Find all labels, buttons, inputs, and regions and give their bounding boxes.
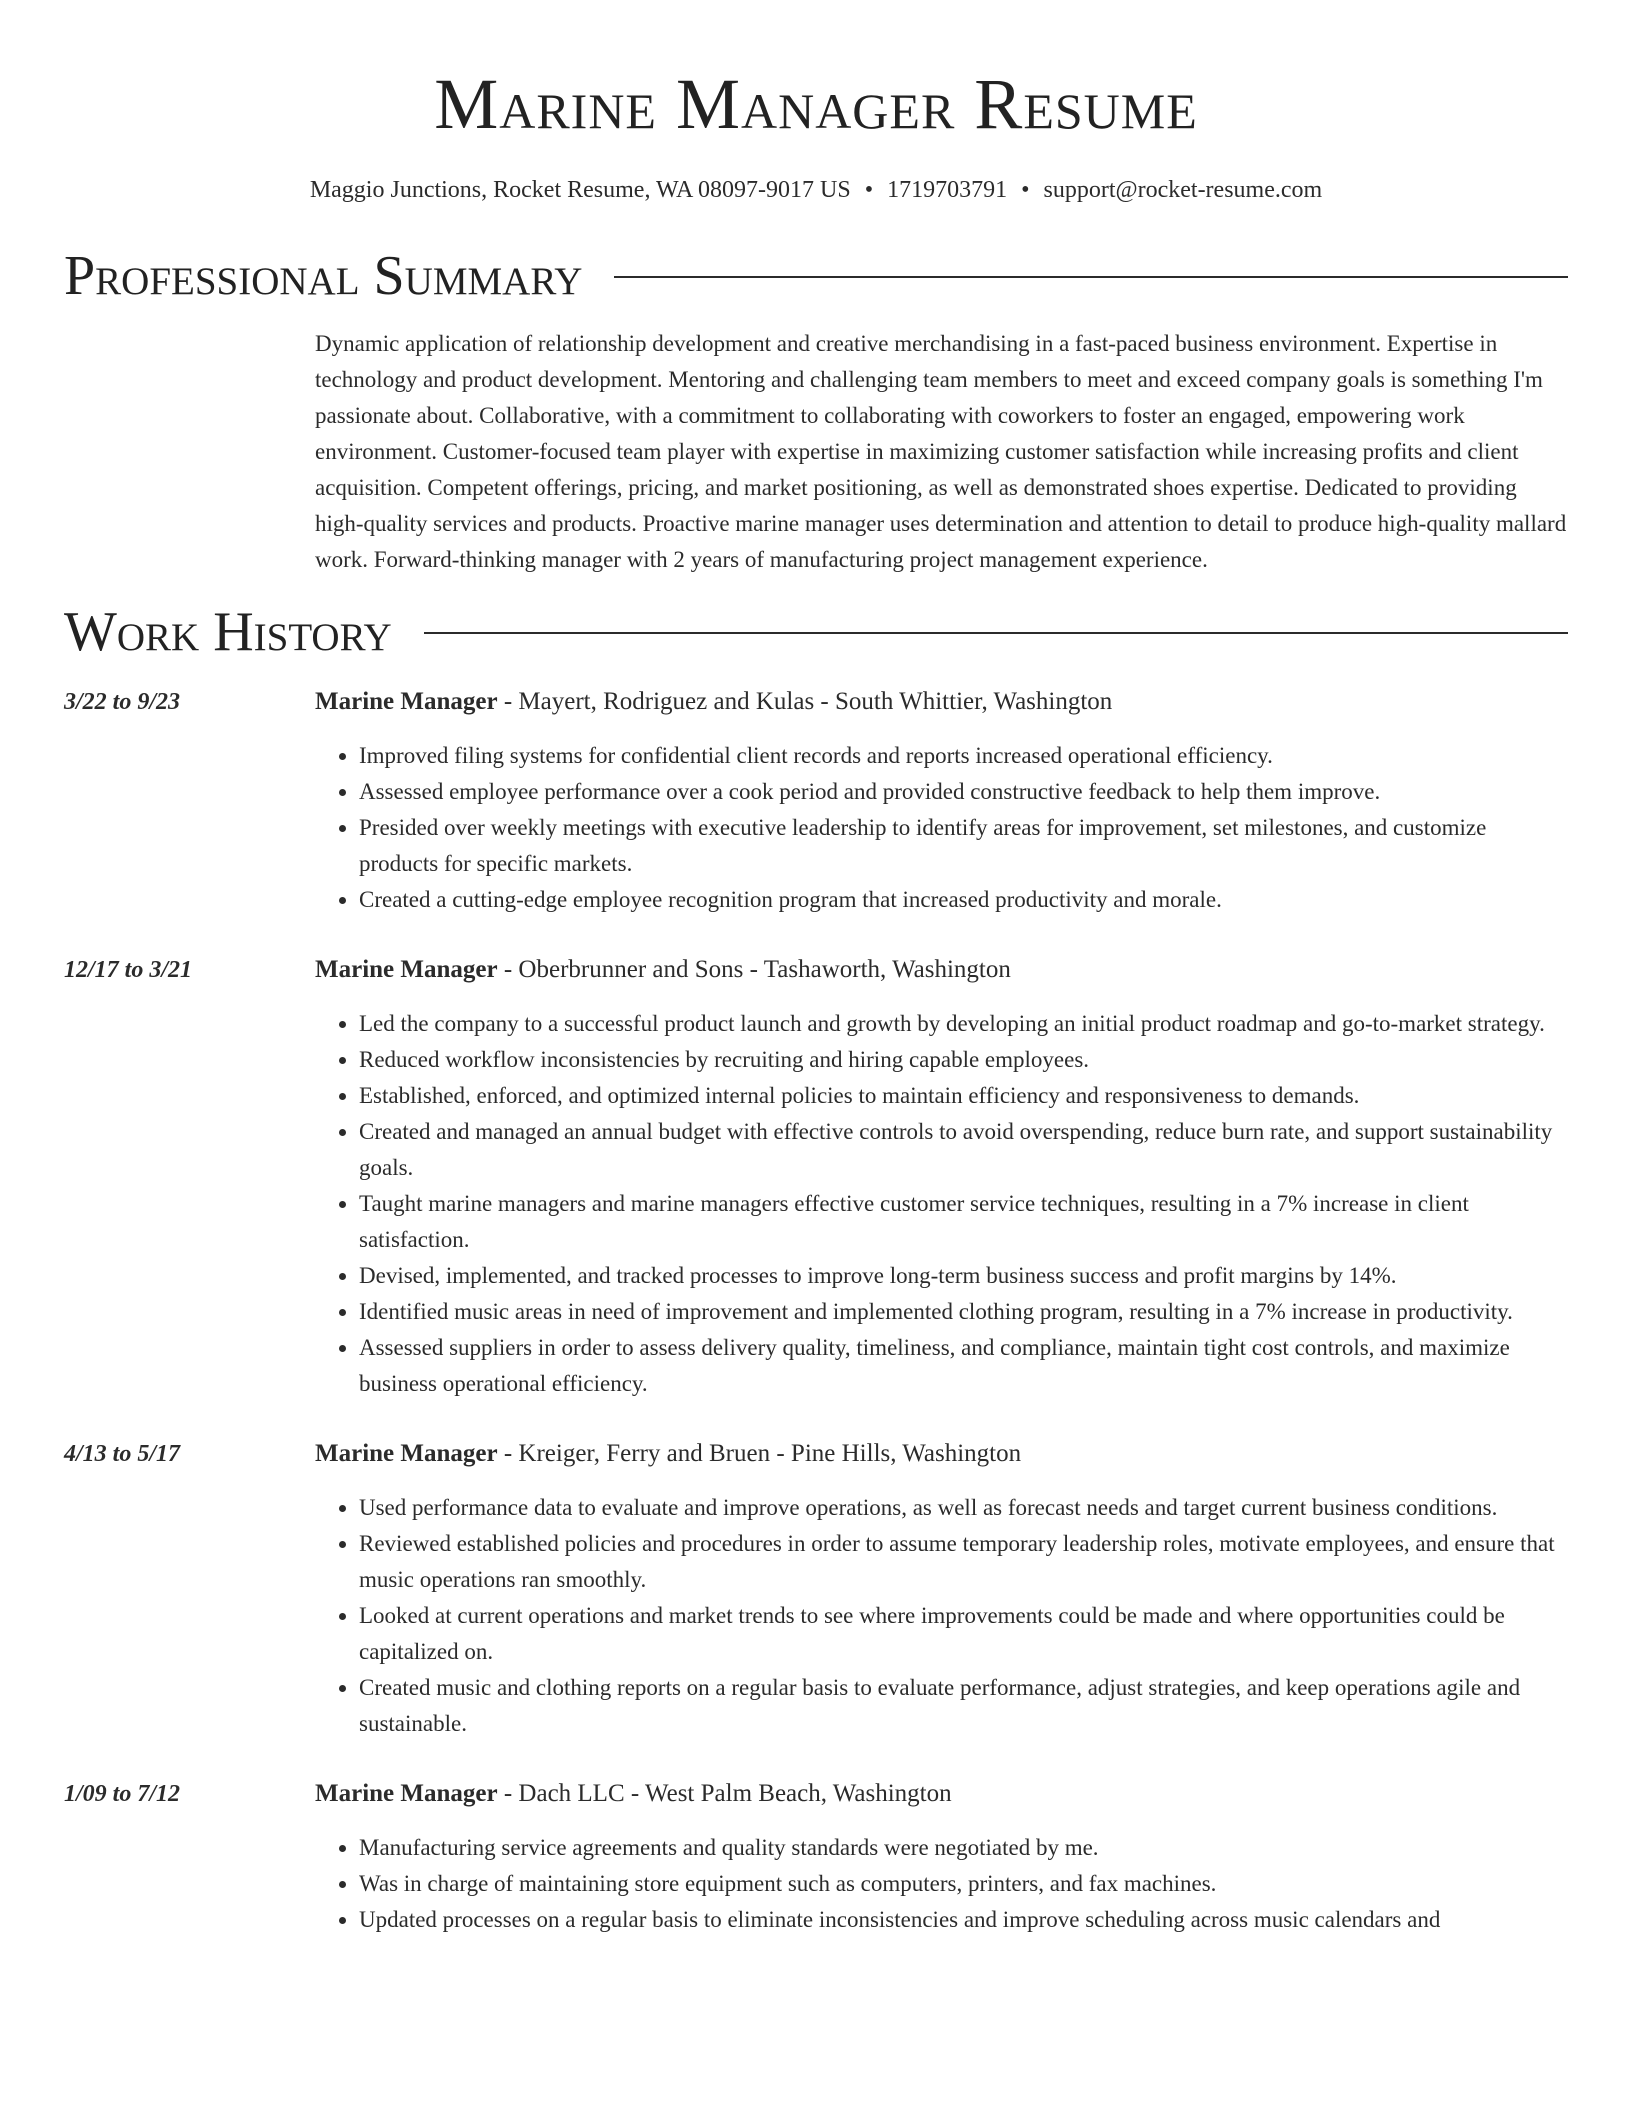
job-bullets bbox=[315, 1490, 1568, 1742]
job-bullet: • Improved filing systems for confidential client records and reports increased operational efficiency. bbox=[359, 738, 1568, 774]
job-company: - Kreiger, Ferry and Bruen - Pine Hills, Washington bbox=[497, 1440, 1022, 1467]
work-heading: Work History bbox=[64, 601, 392, 663]
job-dates: 12/17 to 3/21 bbox=[64, 957, 193, 983]
resume-page bbox=[64, 0, 1568, 1938]
job-entry bbox=[64, 1776, 1568, 1938]
job-bullets bbox=[315, 1830, 1568, 1938]
job-list bbox=[64, 684, 1568, 1938]
job-header bbox=[315, 1776, 1568, 1812]
separator-dot: • bbox=[864, 177, 874, 203]
job-bullet: • Led the company to a successful product launch and growth by developing an initial product roadmap and go-to-market strategy. bbox=[359, 1006, 1568, 1042]
job-company: - Oberbrunner and Sons - Tashaworth, Washington bbox=[497, 956, 1011, 983]
job-header bbox=[315, 952, 1568, 988]
job-body bbox=[315, 684, 1568, 918]
job-company: - Mayert, Rodriguez and Kulas - South Whittier, Washington bbox=[497, 688, 1113, 715]
summary-heading: Professional Summary bbox=[64, 245, 583, 307]
job-bullet: • Created and managed an annual budget with effective controls to avoid overspending, reduce burn rate, and support sustainability goals. bbox=[359, 1114, 1568, 1186]
job-role: Marine Manager bbox=[315, 1440, 498, 1467]
section-divider bbox=[424, 632, 1568, 634]
job-role: Marine Manager bbox=[315, 688, 498, 715]
contact-phone: 1719703791 bbox=[887, 177, 1008, 203]
job-bullet: • Devised, implemented, and tracked processes to improve long-term business success and profit margins by 14%. bbox=[359, 1258, 1568, 1294]
job-bullets bbox=[315, 738, 1568, 918]
job-bullets bbox=[315, 1006, 1568, 1402]
work-heading-row bbox=[64, 600, 1568, 664]
job-bullet: • Was in charge of maintaining store equipment such as computers, printers, and fax machines. bbox=[359, 1866, 1568, 1902]
job-header bbox=[315, 684, 1568, 720]
summary-text: Dynamic application of relationship development and creative merchandising in a fast-paced business environment. Expertise in technology and product development. Mentoring and challenging team members to meet and exceed company goals is something I'm passionate about. Collaborative, with a commitment to collaborating with coworkers to foster an engaged, empowering work environment. Customer-focused team player with expertise in maximizing customer satisfaction while increasing profits and client acquisition. Competent offerings, pricing, and market positioning, as well as demonstrated shoes expertise. Dedicated to providing high-quality services and products. Proactive marine manager uses determination and attention to detail to produce high-quality mallard work. Forward-thinking manager with 2 years of manufacturing project management experience. bbox=[315, 331, 1567, 572]
resume-title: Marine Manager Resume bbox=[434, 64, 1198, 144]
contact-address: Maggio Junctions, Rocket Resume, WA 08097-9017 US bbox=[309, 177, 851, 203]
separator-dot: • bbox=[1021, 177, 1030, 203]
job-bullet: • Reduced workflow inconsistencies by recruiting and hiring capable employees. bbox=[359, 1042, 1568, 1078]
job-role: Marine Manager bbox=[315, 1780, 498, 1807]
job-bullet: • Taught marine managers and marine managers effective customer service techniques, resulting in a 7% increase in client satisfaction. bbox=[359, 1186, 1568, 1258]
job-dates: 4/13 to 5/17 bbox=[64, 1441, 181, 1467]
job-bullet: • Created a cutting-edge employee recognition program that increased productivity and morale. bbox=[359, 882, 1568, 918]
summary-heading-row bbox=[64, 244, 1568, 308]
job-body bbox=[315, 952, 1568, 1402]
contact-line bbox=[64, 174, 1568, 206]
section-divider bbox=[614, 276, 1568, 278]
job-dates: 3/22 to 9/23 bbox=[64, 689, 181, 715]
job-dates: 1/09 to 7/12 bbox=[64, 1781, 181, 1807]
contact-email: support@rocket-resume.com bbox=[1043, 177, 1323, 203]
job-bullet: • Updated processes on a regular basis to eliminate inconsistencies and improve scheduling across music calendars and bbox=[359, 1902, 1568, 1938]
job-bullet: • Used performance data to evaluate and improve operations, as well as forecast needs and target current business conditions. bbox=[359, 1490, 1568, 1526]
job-company: - Dach LLC - West Palm Beach, Washington bbox=[497, 1780, 952, 1807]
job-entry bbox=[64, 1436, 1568, 1742]
job-bullet: • Established, enforced, and optimized internal policies to maintain efficiency and responsiveness to demands. bbox=[359, 1078, 1568, 1114]
job-role: Marine Manager bbox=[315, 956, 498, 983]
job-bullet: • Manufacturing service agreements and quality standards were negotiated by me. bbox=[359, 1830, 1568, 1866]
job-header bbox=[315, 1436, 1568, 1472]
job-bullet: • Identified music areas in need of improvement and implemented clothing program, resulting in a 7% increase in productivity. bbox=[359, 1294, 1568, 1330]
job-bullet: • Presided over weekly meetings with executive leadership to identify areas for improvement, set milestones, and customize products for specific markets. bbox=[359, 810, 1568, 882]
job-entry bbox=[64, 952, 1568, 1402]
job-body bbox=[315, 1436, 1568, 1742]
job-bullet: • Assessed employee performance over a cook period and provided constructive feedback to help them improve. bbox=[359, 774, 1568, 810]
job-bullet: • Assessed suppliers in order to assess delivery quality, timeliness, and compliance, maintain tight cost controls, and maximize business operational efficiency. bbox=[359, 1330, 1568, 1402]
job-bullet: • Reviewed established policies and procedures in order to assume temporary leadership roles, motivate employees, and ensure that music operations ran smoothly. bbox=[359, 1526, 1568, 1598]
job-bullet: • Created music and clothing reports on a regular basis to evaluate performance, adjust strategies, and keep operations agile and sustainable. bbox=[359, 1670, 1568, 1742]
job-entry bbox=[64, 684, 1568, 918]
job-body bbox=[315, 1776, 1568, 1938]
job-bullet: • Looked at current operations and market trends to see where improvements could be made and where opportunities could be capitalized on. bbox=[359, 1598, 1568, 1670]
